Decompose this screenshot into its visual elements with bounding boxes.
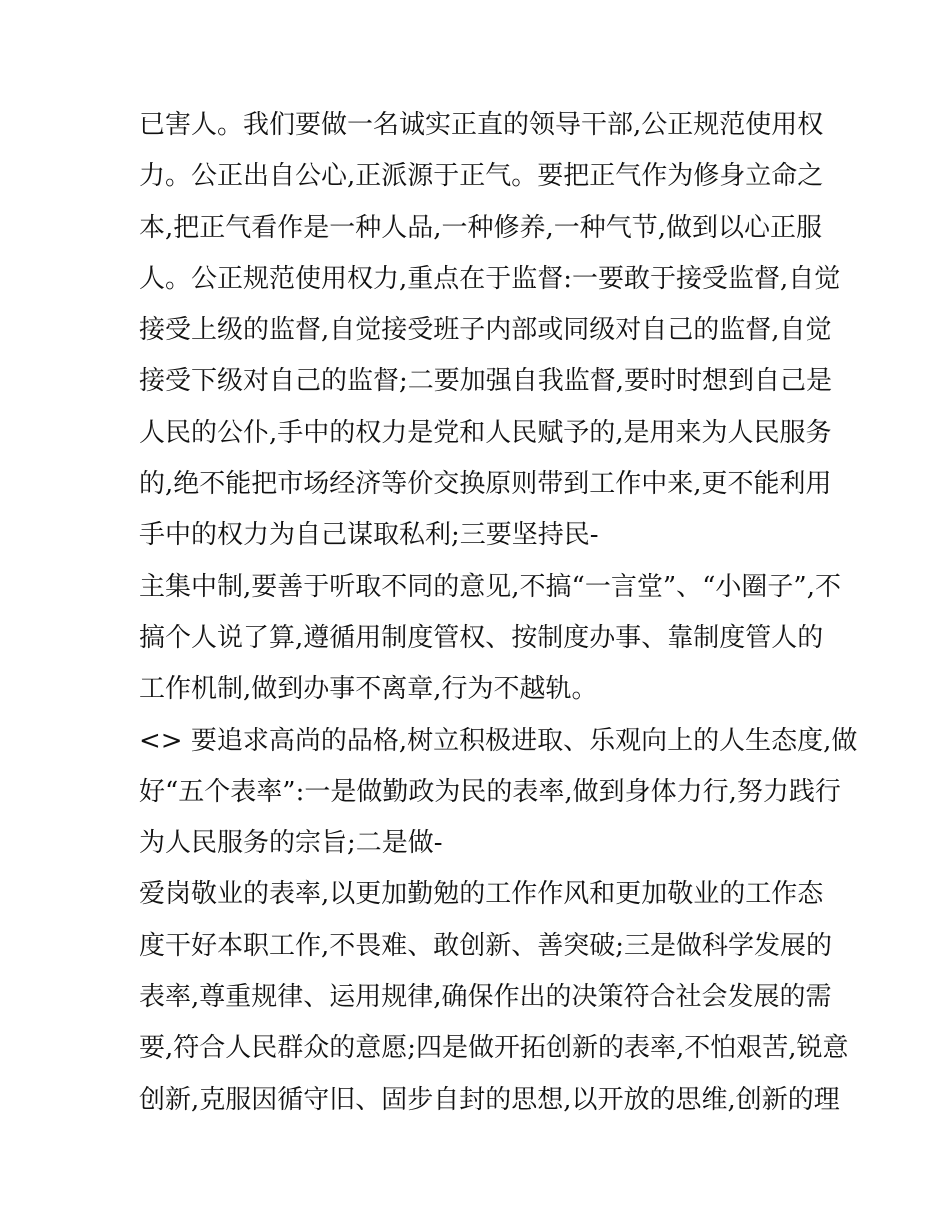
text-line-12: 工作机制,做到办事不离章,行为不越轨。 (139, 674, 598, 705)
text-line-16: 爱岗敬业的表率,以更加勤勉的工作作风和更加敬业的工作态 (139, 879, 824, 910)
text-line-19: 要,符合人民群众的意愿;四是做开拓创新的表率,不怕艰苦,锐意 (139, 1033, 849, 1064)
text-line-20: 创新,克服因循守旧、固步自封的思想,以开放的思维,创新的理 (139, 1084, 840, 1115)
text-line-9: 手中的权力为自己谋取私利;三要坚持民- (139, 520, 599, 551)
text-line-7: 人民的公仆,手中的权力是党和人民赋予的,是用来为人民服务 (139, 417, 832, 448)
body-text (139, 100, 858, 1126)
text-line-4: 人。公正规范使用权力,重点在于监督:一要敢于接受监督,自觉 (139, 263, 841, 294)
text-line-8: 的,绝不能把市场经济等价交换原则带到工作中来,更不能利用 (139, 469, 832, 500)
text-line-6: 接受下级对自己的监督;二要加强自我监督,要时时想到自己是 (139, 366, 833, 397)
text-line-17: 度干好本职工作,不畏难、敢创新、善突破;三是做科学发展的 (139, 930, 833, 961)
text-line-10: 主集中制,要善于听取不同的意见,不搞“一言堂”、“小圈子”,不 (139, 571, 841, 602)
text-line-15: 为人民服务的宗旨;二是做- (139, 828, 443, 859)
text-line-18: 表率,尊重规律、运用规律,确保作出的决策符合社会发展的需 (139, 982, 832, 1013)
text-line-3: 本,把正气看作是一种人品,一种修养,一种气节,做到以心正服 (139, 212, 823, 243)
text-line-11: 搞个人说了算,遵循用制度管权、按制度办事、靠制度管人的 (139, 622, 824, 653)
text-line-14: 好“五个表率”:一是做勤政为民的表率,做到身体力行,努力践行 (139, 776, 841, 807)
text-line-5: 接受上级的监督,自觉接受班子内部或同级对自己的监督,自觉 (139, 315, 832, 346)
text-line-1: 已害人。我们要做一名诚实正直的领导干部,公正规范使用权 (139, 110, 824, 140)
text-line-13: <> 要追求高尚的品格,树立积极进取、乐观向上的人生态度,做 (139, 725, 858, 756)
text-line-2: 力。公正出自公心,正派源于正气。要把正气作为修身立命之 (139, 161, 824, 192)
